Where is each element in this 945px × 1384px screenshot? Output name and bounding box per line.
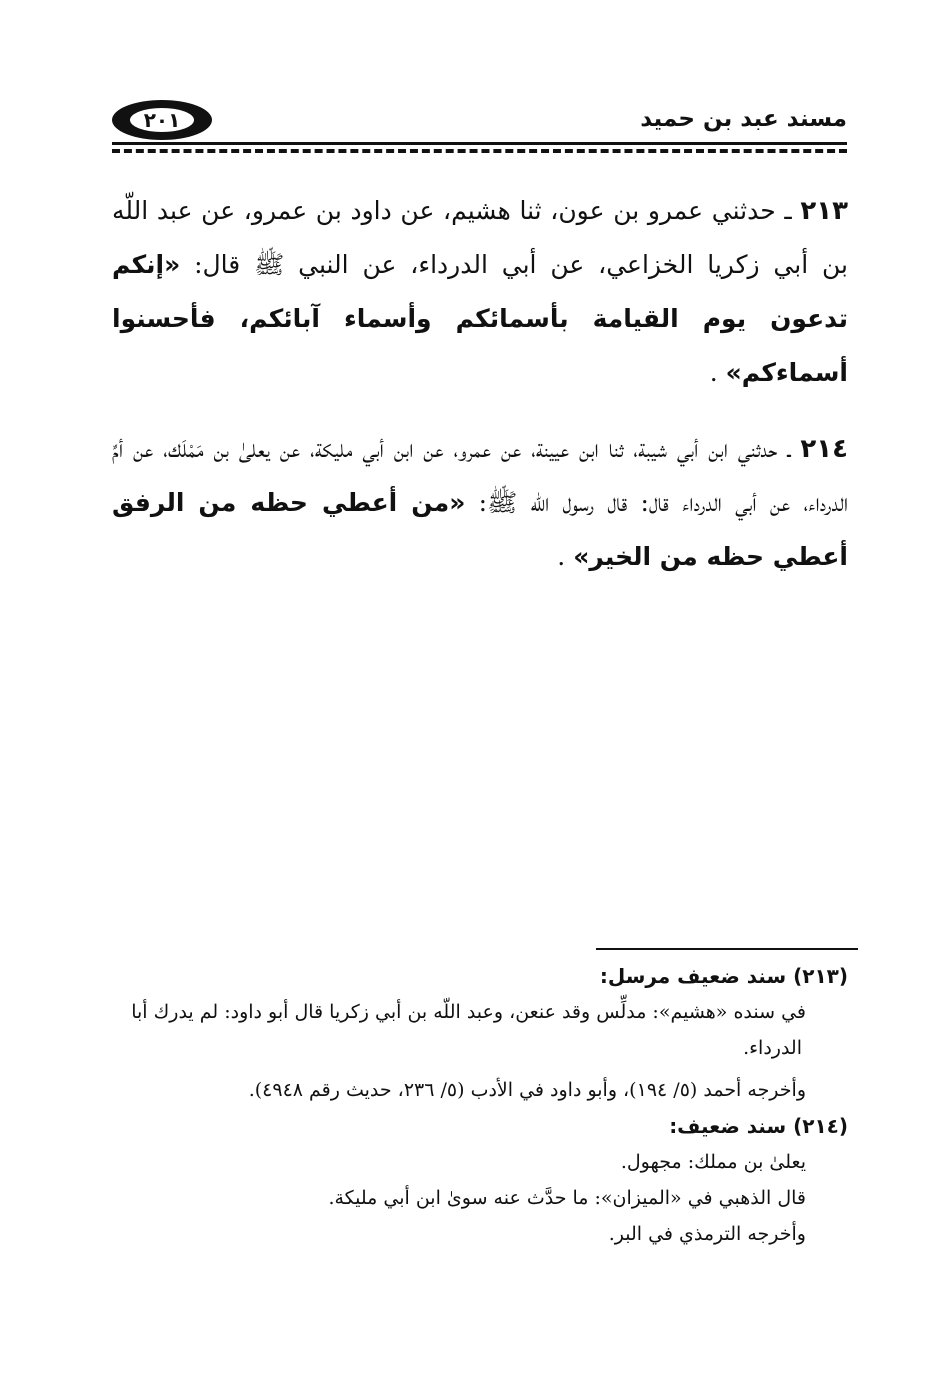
footnotes bbox=[112, 958, 848, 1252]
hadith-number: ٢١٣ bbox=[800, 196, 848, 226]
hadith-number: ٢١٤ bbox=[800, 434, 848, 464]
hadith-isnad: ـ حدثني ابن أبي شيبة، ثنا ابن عيينة، عن عمرو، عن ابن أبي مليكة، عن يعلىٰ بن مَمْلَك، عن أمِّ الدرداء، عن أبي الدرداء قال: قال رسول اللّه ﷺ: bbox=[112, 434, 849, 517]
footnote-separator bbox=[596, 948, 858, 950]
main-text bbox=[112, 184, 848, 606]
hadith-end: . bbox=[709, 358, 718, 387]
hadith-matn: «من أعطي حظه من الرفق أعطي حظه من الخير» bbox=[112, 488, 848, 571]
footnote-213-line-continued: الدرداء. bbox=[743, 1037, 802, 1059]
footnote-213-line: في سنده «هشيم»: مدلِّس وقد عنعن، وعبد اللّه بن أبي زكريا قال أبو داود: لم يدرك أبا bbox=[131, 1001, 806, 1023]
footnote-214-line: وأخرجه الترمذي في البر. bbox=[608, 1223, 806, 1245]
footnote-214-line: قال الذهبي في «الميزان»: ما حدَّث عنه سوىٰ ابن أبي مليكة. bbox=[328, 1187, 806, 1209]
hadith-end: . bbox=[557, 542, 566, 571]
page-header bbox=[112, 92, 847, 162]
running-title: مسند عبد بن حميد bbox=[640, 106, 847, 132]
footnote-213-heading: (٢١٣) سند ضعيف مرسل: bbox=[599, 964, 848, 988]
header-dashed-rule bbox=[112, 149, 847, 153]
footnote-214-heading: (٢١٤) سند ضعيف: bbox=[669, 1114, 848, 1138]
footnote-213-line: وأخرجه أحمد (٥/ ١٩٤)، وأبو داود في الأدب (٥/ ٢٣٦، حديث رقم ٤٩٤٨). bbox=[248, 1079, 806, 1101]
page-number-badge bbox=[112, 100, 212, 140]
hadith-isnad: ـ حدثني عمرو بن عون، ثنا هشيم، عن داود بن عمرو، عن عبد اللّه بن أبي زكريا الخزاعي، عن أبي الدرداء، عن النبي ﷺ قال: bbox=[112, 196, 848, 279]
hadith-214 bbox=[112, 422, 848, 584]
footnote-214-line: يعلىٰ بن مملك: مجهول. bbox=[620, 1151, 806, 1173]
hadith-213 bbox=[112, 184, 848, 400]
header-rule bbox=[112, 142, 847, 145]
hadith-matn: «إنكم تدعون يوم القيامة بأسمائكم وأسماء آبائكم، فأحسنوا أسماءكم» bbox=[112, 250, 848, 387]
page-number: ٢٠١ bbox=[130, 108, 194, 132]
